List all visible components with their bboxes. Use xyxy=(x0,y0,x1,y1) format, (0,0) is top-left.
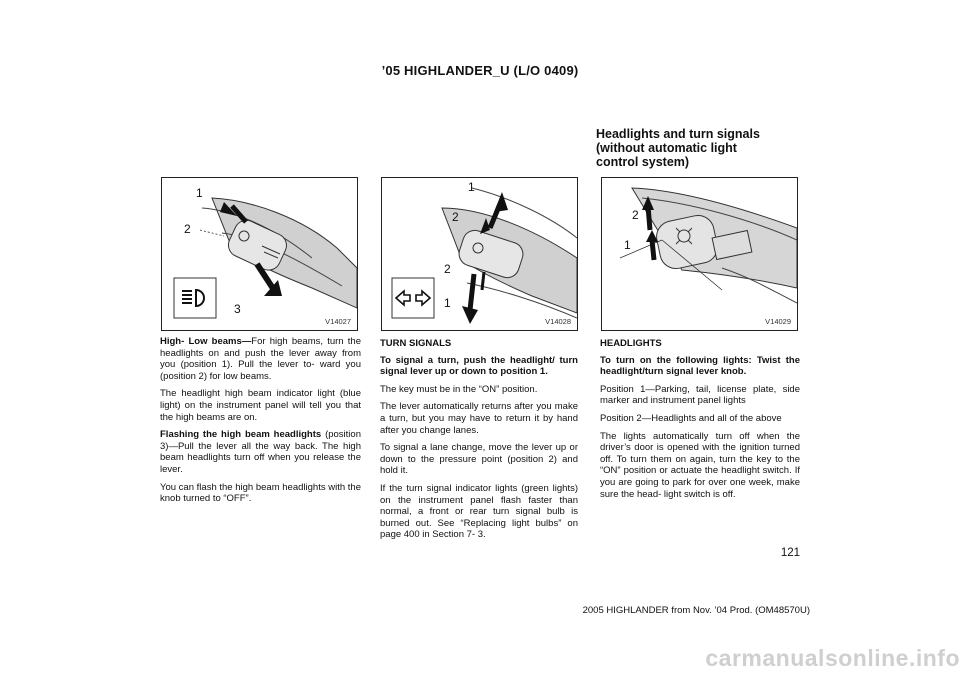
term-flashing-high-beams: Flashing the high beam headlights xyxy=(160,429,322,441)
section-title-line: control system) xyxy=(596,155,690,169)
document-header: ’05 HIGHLANDER_U (L/O 0409) xyxy=(381,63,579,78)
paragraph-text: (position 3)—Pull the lever all the way back. The high beam headlights turn off when you release the lever. xyxy=(160,429,361,475)
text-column-high-low-beams xyxy=(160,336,361,511)
callout-1: 1 xyxy=(196,186,203,200)
callout-1: 1 xyxy=(624,238,631,252)
paragraph: Position 2—Headlights and all of the above xyxy=(600,412,782,424)
page-number: 121 xyxy=(780,547,800,559)
lever-illustration xyxy=(382,178,577,330)
callout-2: 2 xyxy=(632,208,639,222)
paragraph: Position 1—Parking, tail, license plate, side marker and instrument panel lights xyxy=(600,383,800,407)
figure-code: V14028 xyxy=(545,317,571,326)
figure-turn-signal-lever xyxy=(381,177,578,331)
watermark: carmanualsonline.info xyxy=(705,645,960,671)
section-title xyxy=(596,127,796,169)
callout-1: 1 xyxy=(468,180,475,194)
section-title-line: Headlights and turn signals xyxy=(596,127,760,141)
figure-high-low-beam-lever xyxy=(161,177,358,331)
figure-headlight-knob xyxy=(601,177,798,331)
paragraph-text: For high beams, turn the headlights on and push the lever away from you (position 1). Pull the lever to- ward you (position 2) for low beams. xyxy=(160,336,361,382)
document-footer: 2005 HIGHLANDER from Nov. ’04 Prod. (OM48570U) xyxy=(582,605,810,616)
section-title-line: (without automatic light xyxy=(596,141,737,155)
paragraph xyxy=(160,429,361,475)
lever-illustration xyxy=(162,178,357,330)
figure-code: V14027 xyxy=(325,317,351,326)
callout-1: 1 xyxy=(444,296,451,310)
callout-2: 2 xyxy=(452,210,459,224)
instruction: To signal a turn, push the headlight/ turn signal lever up or down to position 1. xyxy=(380,354,578,378)
heading-headlights: HEADLIGHTS xyxy=(600,338,662,349)
paragraph: The lights automatically turn off when the driver’s door is opened with the ignition turned off. To turn them on again, turn the key to the “ON” position or actuate the headlight switch. If you are going to park for over one week, make sure the head- light switch is off. xyxy=(600,430,800,500)
heading-turn-signals: TURN SIGNALS xyxy=(380,338,452,349)
figure-code: V14029 xyxy=(765,317,791,326)
paragraph: To signal a lane change, move the lever up or down to the pressure point (position 2) and hold it. xyxy=(380,442,578,477)
paragraph: If the turn signal indicator lights (green lights) on the instrument panel flash faster than normal, a front or rear turn signal bulb is burned out. See “Replacing light bulbs” on page 400 in Section 7- 3. xyxy=(380,482,578,541)
paragraph: The headlight high beam indicator light (blue light) on the instrument panel will tell you that the high beams are on. xyxy=(160,388,361,423)
text-column-headlights xyxy=(600,336,800,506)
callout-2: 2 xyxy=(444,262,451,276)
term-high-low-beams: High- Low beams— xyxy=(160,336,252,347)
text-column-turn-signals xyxy=(380,336,578,547)
instruction: To turn on the following lights: Twist the headlight/turn signal lever knob. xyxy=(600,354,800,378)
paragraph xyxy=(160,336,361,382)
paragraph: The lever automatically returns after you make a turn, but you may have to return it by hand after you change lanes. xyxy=(380,401,578,436)
paragraph: You can flash the high beam headlights with the knob turned to “OFF”. xyxy=(160,481,361,505)
callout-3: 3 xyxy=(234,302,241,316)
lever-illustration xyxy=(602,178,797,330)
paragraph: The key must be in the “ON” position. xyxy=(380,383,538,395)
callout-2: 2 xyxy=(184,222,191,236)
